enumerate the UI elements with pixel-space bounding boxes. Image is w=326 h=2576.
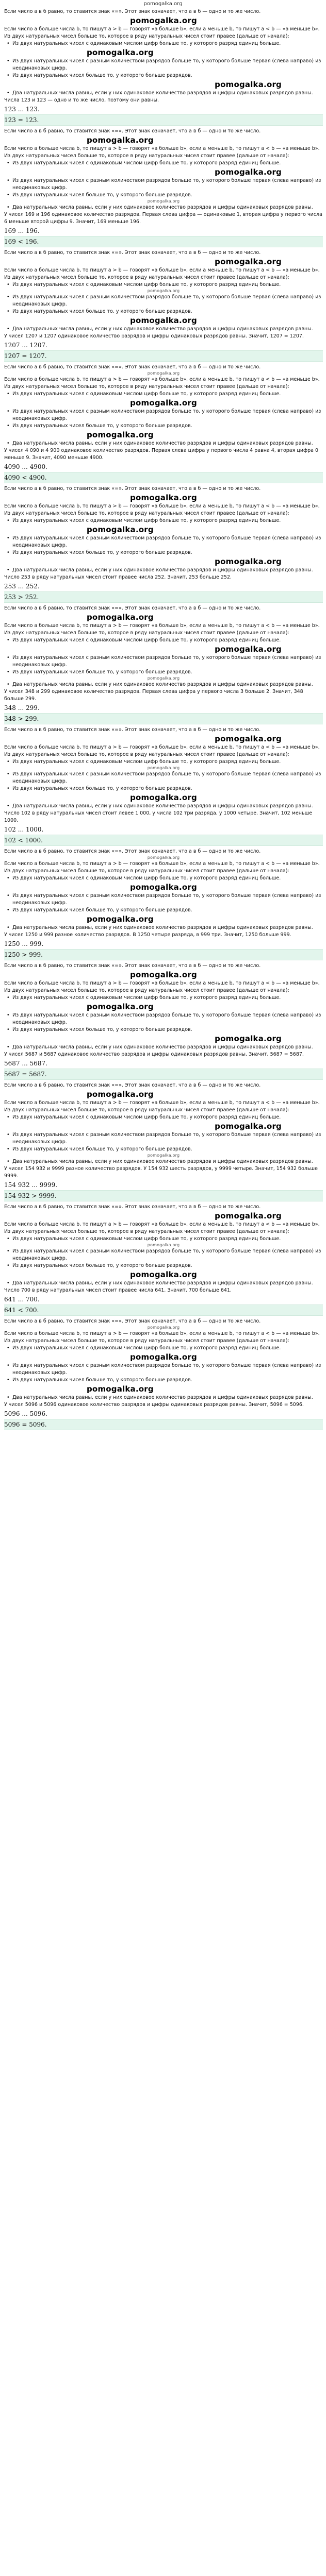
solution-block bbox=[4, 128, 323, 249]
compare-hint-text: Если число a больше числа b, то пишут a > b — говорят «a больше b», если a меньше b, то пишут a < b — «a меньше b». bbox=[4, 744, 320, 750]
watermark-logo[interactable]: pomogalka.org bbox=[215, 1122, 282, 1131]
rule-bullet: • Из двух натуральных чисел больше то, у которого больше разрядов. bbox=[4, 192, 323, 199]
rules-title-text: Из двух натуральных чисел больше то, которое в ряду натуральных чисел стоит правее (дальше от начала): bbox=[4, 630, 289, 636]
rule-bullet: • Из двух натуральных чисел с разным количеством разрядов больше то, у которого больше первая (слева направо) из неодинаковых цифр. bbox=[4, 1012, 323, 1026]
explanation-text: У чисел 169 и 196 одинаковое количество разрядов. Первая слева цифра — одинаковые 1, вторая цифра у первого числа 6 меньше второй цифры 9. Значит, 169 меньше 196. bbox=[4, 212, 322, 225]
site-header[interactable]: pomogalka.org bbox=[143, 1, 183, 7]
comparison-answer: 5687 = 5687. bbox=[4, 1069, 323, 1080]
watermark-logo[interactable]: pomogalka.org bbox=[147, 766, 180, 770]
solution-block bbox=[4, 364, 323, 485]
watermark-logo[interactable]: pomogalka.org bbox=[130, 793, 197, 802]
rule-bullet: • Из двух натуральных чисел с разным количеством разрядов больше то, у которого больше первая (слева направо) из неодинаковых цифр. bbox=[4, 58, 323, 72]
watermark-logo[interactable]: pomogalka.org bbox=[215, 734, 282, 743]
rule-bullet: • Из двух натуральных чисел с разным количеством разрядов больше то, у которого больше первая (слева направо) из неодинаковых цифр. bbox=[4, 892, 323, 907]
compare-hint-text: Если число a больше числа b, то пишут a > b — говорят «a больше b», если a меньше b, то пишут a < b — «a меньше b». bbox=[4, 503, 320, 509]
explanation-text: У чисел 1250 и 999 разное количество разрядов. В 1250 четыре разряда, в 999 три. Значит, 1250 больше 999. bbox=[4, 932, 291, 938]
watermark-logo[interactable]: pomogalka.org bbox=[87, 1090, 154, 1099]
rule-bullet: • Из двух натуральных чисел с разным количеством разрядов больше то, у которого больше первая (слева направо) из неодинаковых цифр. bbox=[4, 654, 323, 669]
comparison-plain: 348 ... 299. bbox=[4, 704, 40, 711]
watermark-logo[interactable]: pomogalka.org bbox=[130, 883, 197, 892]
rule-bullet: • Из двух натуральных чисел с одинаковым числом цифр больше то, у которого разряд единиц больше. bbox=[4, 1114, 323, 1121]
watermark-logo[interactable]: pomogalka.org bbox=[130, 316, 197, 325]
solution-block bbox=[4, 1204, 323, 1318]
comparison-answer: 641 < 700. bbox=[4, 1304, 323, 1316]
explanation-text: Число 102 в ряду натуральных чисел стоит левее 1 000, у числа 102 три разряда, у 1000 четыре. Значит, 102 меньше 1000. bbox=[4, 810, 313, 823]
watermark-logo[interactable]: pomogalka.org bbox=[215, 1034, 282, 1043]
rules-title-text: Из двух натуральных чисел больше то, которое в ряду натуральных чисел стоит правее (дальше от начала): bbox=[4, 1107, 289, 1113]
watermark-logo[interactable]: pomogalka.org bbox=[215, 167, 282, 177]
comparison-plain: 253 ... 252. bbox=[4, 583, 40, 590]
rule-bullet: • Из двух натуральных чисел с одинаковым числом цифр больше то, у которого разряд единиц больше. bbox=[4, 517, 323, 524]
watermark-logo[interactable]: pomogalka.org bbox=[130, 16, 197, 25]
watermark-logo[interactable]: pomogalka.org bbox=[147, 1243, 180, 1247]
rules-title-text: Из двух натуральных чисел больше то, которое в ряду натуральных чисел стоит правее (дальше от начала): bbox=[4, 1338, 289, 1344]
rule-bullet: • Из двух натуральных чисел с одинаковым числом цифр больше то, у которого разряд единиц больше. bbox=[4, 758, 323, 766]
watermark-logo[interactable]: pomogalka.org bbox=[87, 914, 154, 924]
rule-bullet: • Из двух натуральных чисел больше то, у которого больше разрядов. bbox=[4, 1262, 323, 1269]
compare-hint-text: Если число a больше числа b, то пишут a > b — говорят «a больше b», если a меньше b, то пишут a < b — «a меньше b». bbox=[4, 861, 320, 867]
rule-bullet: • Два натуральных числа равны, если у них одинаковое количество разрядов и цифры одинаковых разрядов равны. bbox=[4, 1158, 323, 1165]
rule-bullet: • Из двух натуральных чисел больше то, у которого больше разрядов. bbox=[4, 669, 323, 676]
rule-bullet: • Два натуральных числа равны, если у них одинаковое количество разрядов и цифры одинаковых разрядов равны. bbox=[4, 204, 323, 211]
comparison-answer: 123 = 123. bbox=[4, 114, 323, 126]
watermark-logo[interactable]: pomogalka.org bbox=[147, 1325, 180, 1330]
watermark-logo[interactable]: pomogalka.org bbox=[215, 557, 282, 566]
explanation-text: У чисел 348 и 299 одинаковое количество разрядов. Первая слева цифра у первого числа 3 больше 2. Значит, 348 больше 299. bbox=[4, 689, 303, 702]
rule-bullet: • Из двух натуральных чисел с одинаковым числом цифр больше то, у которого разряд единиц больше. bbox=[4, 1235, 323, 1243]
comparison-answer: 253 > 252. bbox=[4, 591, 323, 603]
rules-title-text: Из двух натуральных чисел больше то, которое в ряду натуральных чисел стоит правее (дальше от начала): bbox=[4, 868, 289, 874]
spacer bbox=[4, 1430, 323, 1432]
rule-bullet: • Из двух натуральных чисел с разным количеством разрядов больше то, у которого больше первая (слева направо) из неодинаковых цифр. bbox=[4, 1248, 323, 1262]
rule-bullet: • Из двух натуральных чисел с разным количеством разрядов больше то, у которого больше первая (слева направо) из неодинаковых цифр. bbox=[4, 535, 323, 549]
compare-hint-text: Если число a больше числа b, то пишут a > b — говорят «a больше b», если a меньше b, то пишут a < b — «a меньше b». bbox=[4, 377, 320, 382]
watermark-logo[interactable]: pomogalka.org bbox=[130, 1270, 197, 1279]
rule-bullet: • Из двух натуральных чисел с одинаковым числом цифр больше то, у которого разряд единиц больше. bbox=[4, 281, 323, 289]
rule-bullet: • Из двух натуральных чисел больше то, у которого больше разрядов. bbox=[4, 1377, 323, 1384]
rule-intro-text: Если число a в б равно, то ставится знак «=». Этот знак означает, что a в б — одно и то же число. bbox=[4, 605, 261, 611]
rule-bullet: • Два натуральных числа равны, если у них одинаковое количество разрядов и цифры одинаковых разрядов равны. bbox=[4, 567, 323, 574]
watermark-logo[interactable]: pomogalka.org bbox=[147, 1153, 180, 1158]
watermark-logo[interactable]: pomogalka.org bbox=[215, 80, 282, 89]
rule-intro-text: Если число a в б равно, то ставится знак «=». Этот знак означает, что a в б — одно и то же число. bbox=[4, 486, 261, 492]
comparison-plain: 5687 ... 5687. bbox=[4, 1060, 47, 1067]
compare-hint-text: Если число a больше числа b, то пишут a > b — говорят «a больше b», если a меньше b, то пишут a < b — «a меньше b». bbox=[4, 146, 320, 151]
solution-block bbox=[4, 962, 323, 1082]
comparison-plain: 4090 ... 4900. bbox=[4, 463, 47, 470]
solution-block bbox=[4, 8, 323, 128]
watermark-logo[interactable]: pomogalka.org bbox=[87, 1002, 154, 1011]
explanation-text: У чисел 1207 и 1207 одинаковое количество разрядов и цифры одинаковых разрядов равны. Значит, 1207 = 1207. bbox=[4, 333, 304, 339]
rule-intro-text: Если число a в б равно, то ставится знак «=». Этот знак означает, что a в б — одно и то же число. bbox=[4, 9, 261, 14]
compare-hint-text: Если число a больше числа b, то пишут a > b — говорят «a больше b», если a меньше b, то пишут a < b — «a меньше b». bbox=[4, 267, 320, 273]
compare-hint-text: Если число a больше числа b, то пишут a > b — говорят «a больше b», если a меньше b, то пишут a < b — «a меньше b». bbox=[4, 1331, 320, 1336]
watermark-logo[interactable]: pomogalka.org bbox=[130, 398, 197, 408]
comparison-answer: 102 < 1000. bbox=[4, 835, 323, 846]
rule-bullet: • Из двух натуральных чисел с разным количеством разрядов больше то, у которого больше первая (слева направо) из неодинаковых цифр. bbox=[4, 1362, 323, 1377]
rule-intro-text: Если число a в б равно, то ставится знак «=». Этот знак означает, что a в б — одно и то же число. bbox=[4, 1204, 261, 1210]
rule-bullet: • Из двух натуральных чисел с разным количеством разрядов больше то, у которого больше первая (слева направо) из неодинаковых цифр. bbox=[4, 408, 323, 422]
rule-bullet: • Два натуральных числа равны, если у них одинаковое количество разрядов и цифры одинаковых разрядов равны. bbox=[4, 326, 323, 333]
comparison-plain: 641 ... 700. bbox=[4, 1296, 40, 1303]
compare-hint-text: Если число a больше числа b, то пишут a > b — говорят «a больше b», если a меньше b, то пишут a < b — «a меньше b». bbox=[4, 26, 320, 32]
rule-bullet: • Из двух натуральных чисел больше то, у которого больше разрядов. bbox=[4, 1146, 323, 1153]
rule-bullet: • Из двух натуральных чисел с разным количеством разрядов больше то, у которого больше первая (слева направо) из неодинаковых цифр. bbox=[4, 177, 323, 192]
comparison-answer: 154 932 > 9999. bbox=[4, 1190, 323, 1201]
rule-bullet: • Из двух натуральных чисел с одинаковым числом цифр больше то, у которого разряд единиц больше. bbox=[4, 160, 323, 167]
watermark-logo[interactable]: pomogalka.org bbox=[147, 199, 180, 204]
watermark-logo[interactable]: pomogalka.org bbox=[87, 525, 154, 534]
compare-hint-text: Если число a больше числа b, то пишут a > b — говорят «a больше b», если a меньше b, то пишут a < b — «a меньше b». bbox=[4, 623, 320, 629]
comparison-plain: 5096 ... 5096. bbox=[4, 1410, 47, 1417]
comparison-answer: 4090 < 4900. bbox=[4, 472, 323, 483]
rule-bullet: • Из двух натуральных чисел больше то, у которого больше разрядов. bbox=[4, 549, 323, 556]
rule-bullet: • Два натуральных числа равны, если у них одинаковое количество разрядов и цифры одинаковых разрядов равны. bbox=[4, 1280, 323, 1287]
rule-bullet: • Из двух натуральных чисел с одинаковым числом цифр больше то, у которого разряд единиц больше. bbox=[4, 1345, 323, 1352]
watermark-logo[interactable]: pomogalka.org bbox=[215, 257, 282, 266]
rule-bullet: • Два натуральных числа равны, если у них одинаковое количество разрядов и цифры одинаковых разрядов равны. bbox=[4, 924, 323, 931]
solution-block bbox=[4, 726, 323, 848]
rule-bullet: • Из двух натуральных чисел с одинаковым числом цифр больше то, у которого разряд единиц больше. bbox=[4, 40, 323, 47]
rule-bullet: • Два натуральных числа равны, если у них одинаковое количество разрядов и цифры одинаковых разрядов равны. bbox=[4, 681, 323, 688]
rule-intro-text: Если число a в б равно, то ставится знак «=». Этот знак означает, что a в б — одно и то же число. bbox=[4, 849, 261, 854]
explanation-text: У чисел 5687 и 5687 одинаковое количество разрядов и цифры одинаковых разрядов равны. Значит, 5687 = 5687. bbox=[4, 1052, 304, 1057]
rule-bullet: • Из двух натуральных чисел с разным количеством разрядов больше то, у которого больше первая (слева направо) из неодинаковых цифр. bbox=[4, 1131, 323, 1146]
rules-title-text: Из двух натуральных чисел больше то, которое в ряду натуральных чисел стоит правее (дальше от начала): bbox=[4, 988, 289, 993]
explanation-text: У чисел 5096 и 5096 одинаковое количество разрядов и цифры одинаковых разрядов равны. Значит, 5096 = 5096. bbox=[4, 1402, 304, 1408]
rule-bullet: • Два натуральных числа равны, если у них одинаковое количество разрядов и цифры одинаковых разрядов равны. bbox=[4, 440, 323, 447]
explanation-text: Число 253 в ряду натуральных чисел стоит правее числа 252. Значит, 253 больше 252. bbox=[4, 574, 232, 580]
rule-intro-text: Если число a в б равно, то ставится знак «=». Этот знак означает, что a в б — одно и то же число. bbox=[4, 1318, 261, 1324]
rule-bullet: • Из двух натуральных чисел больше то, у которого больше разрядов. bbox=[4, 785, 323, 792]
rule-bullet: • Из двух натуральных чисел с одинаковым числом цифр больше то, у которого разряд единиц больше. bbox=[4, 875, 323, 882]
watermark-logo[interactable]: pomogalka.org bbox=[87, 1384, 154, 1394]
rule-bullet: • Два натуральных числа равны, если у них одинаковое количество разрядов и цифры одинаковых разрядов равны. bbox=[4, 1394, 323, 1401]
comparison-plain: 123 ... 123. bbox=[4, 106, 40, 113]
rule-bullet: • Из двух натуральных чисел с одинаковым числом цифр больше то, у которого разряд единиц больше. bbox=[4, 994, 323, 1002]
comparison-plain: 1250 ... 999. bbox=[4, 940, 44, 947]
rules-title-text: Из двух натуральных чисел больше то, которое в ряду натуральных чисел стоит правее (дальше от начала): bbox=[4, 33, 289, 39]
compare-hint-text: Если число a больше числа b, то пишут a > b — говорят «a больше b», если a меньше b, то пишут a < b — «a меньше b». bbox=[4, 980, 320, 986]
rule-bullet: • Два натуральных числа равны, если у них одинаковое количество разрядов и цифры одинаковых разрядов равны. bbox=[4, 1044, 323, 1051]
explanation-text: Число 700 в ряду натуральных чисел стоит правее числа 641. Значит, 700 больше 641. bbox=[4, 1287, 232, 1293]
solution-block bbox=[4, 249, 323, 364]
comparison-plain: 154 932 ... 9999. bbox=[4, 1181, 58, 1189]
solution-block bbox=[4, 848, 323, 962]
comparison-answer: 5096 = 5096. bbox=[4, 1419, 323, 1430]
rule-intro-text: Если число a в б равно, то ставится знак «=». Этот знак означает, что a в б — одно и то же число. bbox=[4, 364, 261, 370]
watermark-logo[interactable]: pomogalka.org bbox=[147, 676, 180, 681]
rule-bullet: • Из двух натуральных чисел больше то, у которого больше разрядов. bbox=[4, 308, 323, 315]
watermark-logo[interactable]: pomogalka.org bbox=[87, 135, 154, 145]
comparison-answer: 1250 > 999. bbox=[4, 949, 323, 960]
rule-bullet: • Из двух натуральных чисел с разным количеством разрядов больше то, у которого больше первая (слева направо) из неодинаковых цифр. bbox=[4, 294, 323, 308]
rule-bullet: • Из двух натуральных чисел больше то, у которого больше разрядов. bbox=[4, 72, 323, 79]
rules-title-text: Из двух натуральных чисел больше то, которое в ряду натуральных чисел стоит правее (дальше от начала): bbox=[4, 153, 289, 159]
rule-bullet: • Из двух натуральных чисел больше то, у которого больше разрядов. bbox=[4, 907, 323, 914]
watermark-logo[interactable]: pomogalka.org bbox=[87, 430, 154, 439]
comparison-plain: 1207 ... 1207. bbox=[4, 342, 47, 349]
rule-bullet: • Из двух натуральных чисел с одинаковым числом цифр больше то, у которого разряд единиц больше. bbox=[4, 637, 323, 644]
solution-content bbox=[0, 8, 326, 1432]
rule-bullet: • Два натуральных числа равны, если у них одинаковое количество разрядов и цифры одинаковых разрядов равны. bbox=[4, 90, 323, 97]
solution-block bbox=[4, 1318, 323, 1432]
watermark-logo[interactable]: pomogalka.org bbox=[215, 645, 282, 654]
rules-title-text: Из двух натуральных чисел больше то, которое в ряду натуральных чисел стоит правее (дальше от начала): bbox=[4, 275, 289, 280]
rules-title-text: Из двух натуральных чисел больше то, которое в ряду натуральных чисел стоит правее (дальше от начала): bbox=[4, 511, 289, 516]
rule-intro-text: Если число a в б равно, то ставится знак «=». Этот знак означает, что a в б — одно и то же число. bbox=[4, 963, 261, 969]
solution-block bbox=[4, 605, 323, 726]
solution-block bbox=[4, 1082, 323, 1204]
rule-bullet: • Два натуральных числа равны, если у них одинаковое количество разрядов и цифры одинаковых разрядов равны. bbox=[4, 803, 323, 810]
explanation-text: У чисел 4 090 и 4 900 одинаковое количество разрядов. Первая слева цифра у первого числа 4 равна 4, вторая цифра 0 меньше 9. Значит, 4090 меньше 4900. bbox=[4, 448, 319, 461]
rule-bullet: • Из двух натуральных чисел больше то, у которого больше разрядов. bbox=[4, 1026, 323, 1033]
comparison-plain: 169 ... 196. bbox=[4, 227, 40, 234]
watermark-logo[interactable]: pomogalka.org bbox=[130, 1352, 197, 1362]
rule-intro-text: Если число a в б равно, то ставится знак «=». Этот знак означает, что a в б — одно и то же число. bbox=[4, 1082, 261, 1088]
explanation-text: Числа 123 и 123 — одно и то же число, поэтому они равны. bbox=[4, 97, 159, 103]
compare-hint-text: Если число a больше числа b, то пишут a > b — говорят «a больше b», если a меньше b, то пишут a < b — «a меньше b». bbox=[4, 1100, 320, 1106]
watermark-logo[interactable]: pomogalka.org bbox=[147, 371, 180, 376]
rule-bullet: • Из двух натуральных чисел с одинаковым числом цифр больше то, у которого разряд единиц больше. bbox=[4, 391, 323, 398]
rule-bullet: • Из двух натуральных чисел с разным количеством разрядов больше то, у которого больше первая (слева направо) из неодинаковых цифр. bbox=[4, 771, 323, 785]
rule-intro-text: Если число a в б равно, то ставится знак «=». Этот знак означает, что a в б — одно и то же число. bbox=[4, 727, 261, 733]
watermark-logo[interactable]: pomogalka.org bbox=[87, 48, 154, 57]
rules-title-text: Из двух натуральных чисел больше то, которое в ряду натуральных чисел стоит правее (дальше от начала): bbox=[4, 1229, 289, 1234]
comparison-answer: 169 < 196. bbox=[4, 236, 323, 247]
watermark-logo[interactable]: pomogalka.org bbox=[130, 493, 197, 502]
watermark-logo[interactable]: pomogalka.org bbox=[130, 970, 197, 979]
rule-bullet: • Из двух натуральных чисел больше то, у которого больше разрядов. bbox=[4, 422, 323, 430]
explanation-text: У чисел 154 932 и 9999 разное количество разрядов. У 154 932 шесть разрядов, у 9999 четыре. Значит, 154 932 больше 9999. bbox=[4, 1166, 318, 1179]
comparison-answer: 1207 = 1207. bbox=[4, 350, 323, 362]
solution-block bbox=[4, 485, 323, 605]
watermark-logo[interactable]: pomogalka.org bbox=[147, 289, 180, 293]
rule-intro-text: Если число a в б равно, то ставится знак «=». Этот знак означает, что a в б — одно и то же число. bbox=[4, 250, 261, 256]
compare-hint-text: Если число a больше числа b, то пишут a > b — говорят «a больше b», если a меньше b, то пишут a < b — «a меньше b». bbox=[4, 1222, 320, 1227]
watermark-logo[interactable]: pomogalka.org bbox=[87, 613, 154, 622]
comparison-answer: 348 > 299. bbox=[4, 713, 323, 724]
rules-title-text: Из двух натуральных чисел больше то, которое в ряду натуральных чисел стоит правее (дальше от начала): bbox=[4, 384, 289, 389]
watermark-logo[interactable]: pomogalka.org bbox=[147, 855, 180, 860]
comparison-plain: 102 ... 1000. bbox=[4, 826, 44, 833]
rules-title-text: Из двух натуральных чисел больше то, которое в ряду натуральных чисел стоит правее (дальше от начала): bbox=[4, 752, 289, 757]
rule-intro-text: Если число a в б равно, то ставится знак «=». Этот знак означает, что a в б — одно и то же число. bbox=[4, 128, 261, 134]
watermark-logo[interactable]: pomogalka.org bbox=[215, 1211, 282, 1221]
